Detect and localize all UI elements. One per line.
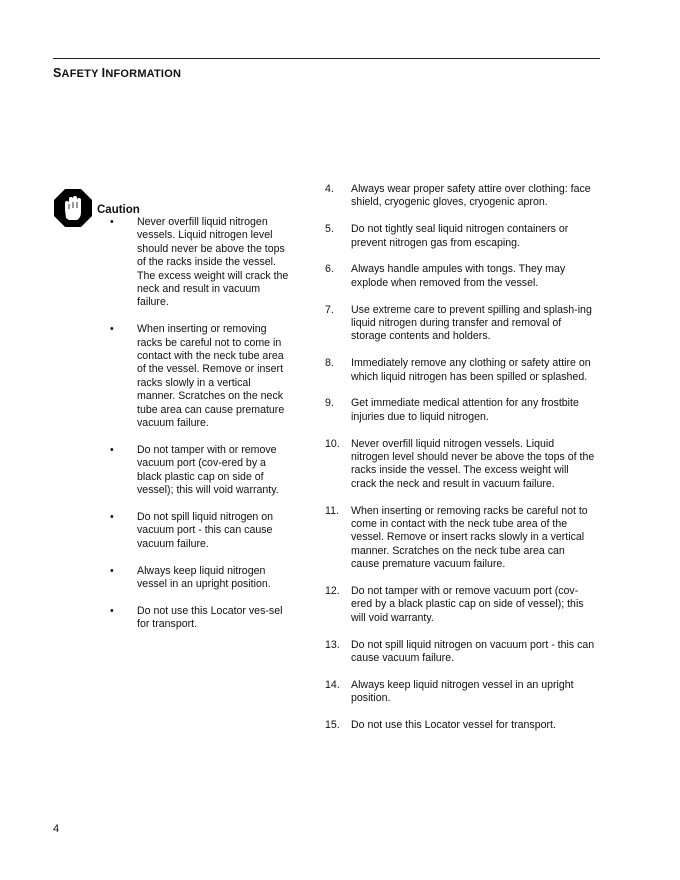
header-rule <box>53 58 600 59</box>
caution-item: • Do not use this Locator ves-sel for transport. <box>110 604 283 631</box>
numbered-item: 13. Do not spill liquid nitrogen on vacuum port - this can cause vacuum failure. <box>325 638 595 665</box>
numbered-item: 4. Always wear proper safety attire over clothing: face shield, cryogenic gloves, cryogenic apron. <box>325 183 591 209</box>
caution-bullet-list <box>110 216 290 645</box>
numbered-item: 11. When inserting or removing racks be careful not to come in contact with the neck tube area of the vessel. Remove or insert racks slowly in a vertical manner. Scratches on the neck tube area can cause premature vacuum failure. <box>325 504 588 571</box>
caution-item: • Always keep liquid nitrogen vessel in an upright position. <box>110 564 271 590</box>
caution-label: Caution <box>97 204 140 216</box>
caution-item: • Never overfill liquid nitrogen vessels. Liquid nitrogen level should never be above the tops of the racks inside the vessel. The excess weight will crack the neck and result in vacuum failure. <box>110 216 289 309</box>
caution-item: • Do not spill liquid nitrogen on vacuum port - this can cause vacuum failure. <box>110 510 274 550</box>
numbered-item: 5. Do not tightly seal liquid nitrogen containers or prevent nitrogen gas from escaping. <box>325 223 569 249</box>
bullet-symbol: • <box>110 510 114 523</box>
numbered-item: 10. Never overfill liquid nitrogen vessels. Liquid nitrogen level should never be above the tops of the racks inside the vessel. The excess weight will crack the neck and result in vacuum failure. <box>325 437 595 490</box>
caution-item: • Do not tamper with or remove vacuum port (cov-ered by a black plastic cap on side of vessel); this will void warranty. <box>110 443 279 497</box>
numbered-item: 12. Do not tamper with or remove vacuum port (cov-ered by a black plastic cap on side of vessel); this will void warranty. <box>325 585 584 624</box>
caution-item: • When inserting or removing racks be careful not to come in contact with the neck tube area of the vessel. Remove or insert racks slowly in a vertical manner. Scratches on the neck tube area can cause premature vacuum failure. <box>110 323 285 430</box>
bullet-symbol: • <box>110 323 114 336</box>
page-number: 4 <box>53 823 60 835</box>
stop-hand-icon <box>53 188 93 228</box>
numbered-item: 15. Do not use this Locator vessel for transport. <box>325 719 556 732</box>
numbered-item: 8. Immediately remove any clothing or safety attire on which liquid nitrogen has been spilled or splashed. <box>325 357 591 383</box>
bullet-symbol: • <box>110 604 114 617</box>
numbered-item: 7. Use extreme care to prevent spilling and splash-ing liquid nitrogen during transfer and removal of storage contents and holders. <box>325 303 592 343</box>
numbered-item: 14. Always keep liquid nitrogen vessel in an upright position. <box>325 678 574 705</box>
bullet-symbol: • <box>110 443 114 456</box>
section-title: SAFETY INFORMATION <box>53 66 182 80</box>
bullet-symbol: • <box>110 564 114 577</box>
numbered-item: 6. Always handle ampules with tongs. They may explode when removed from the vessel. <box>325 263 566 289</box>
bullet-symbol: • <box>110 216 114 228</box>
safety-numbered-list <box>325 183 595 746</box>
numbered-item: 9. Get immediate medical attention for any frostbite injuries due to liquid nitrogen. <box>325 397 579 423</box>
